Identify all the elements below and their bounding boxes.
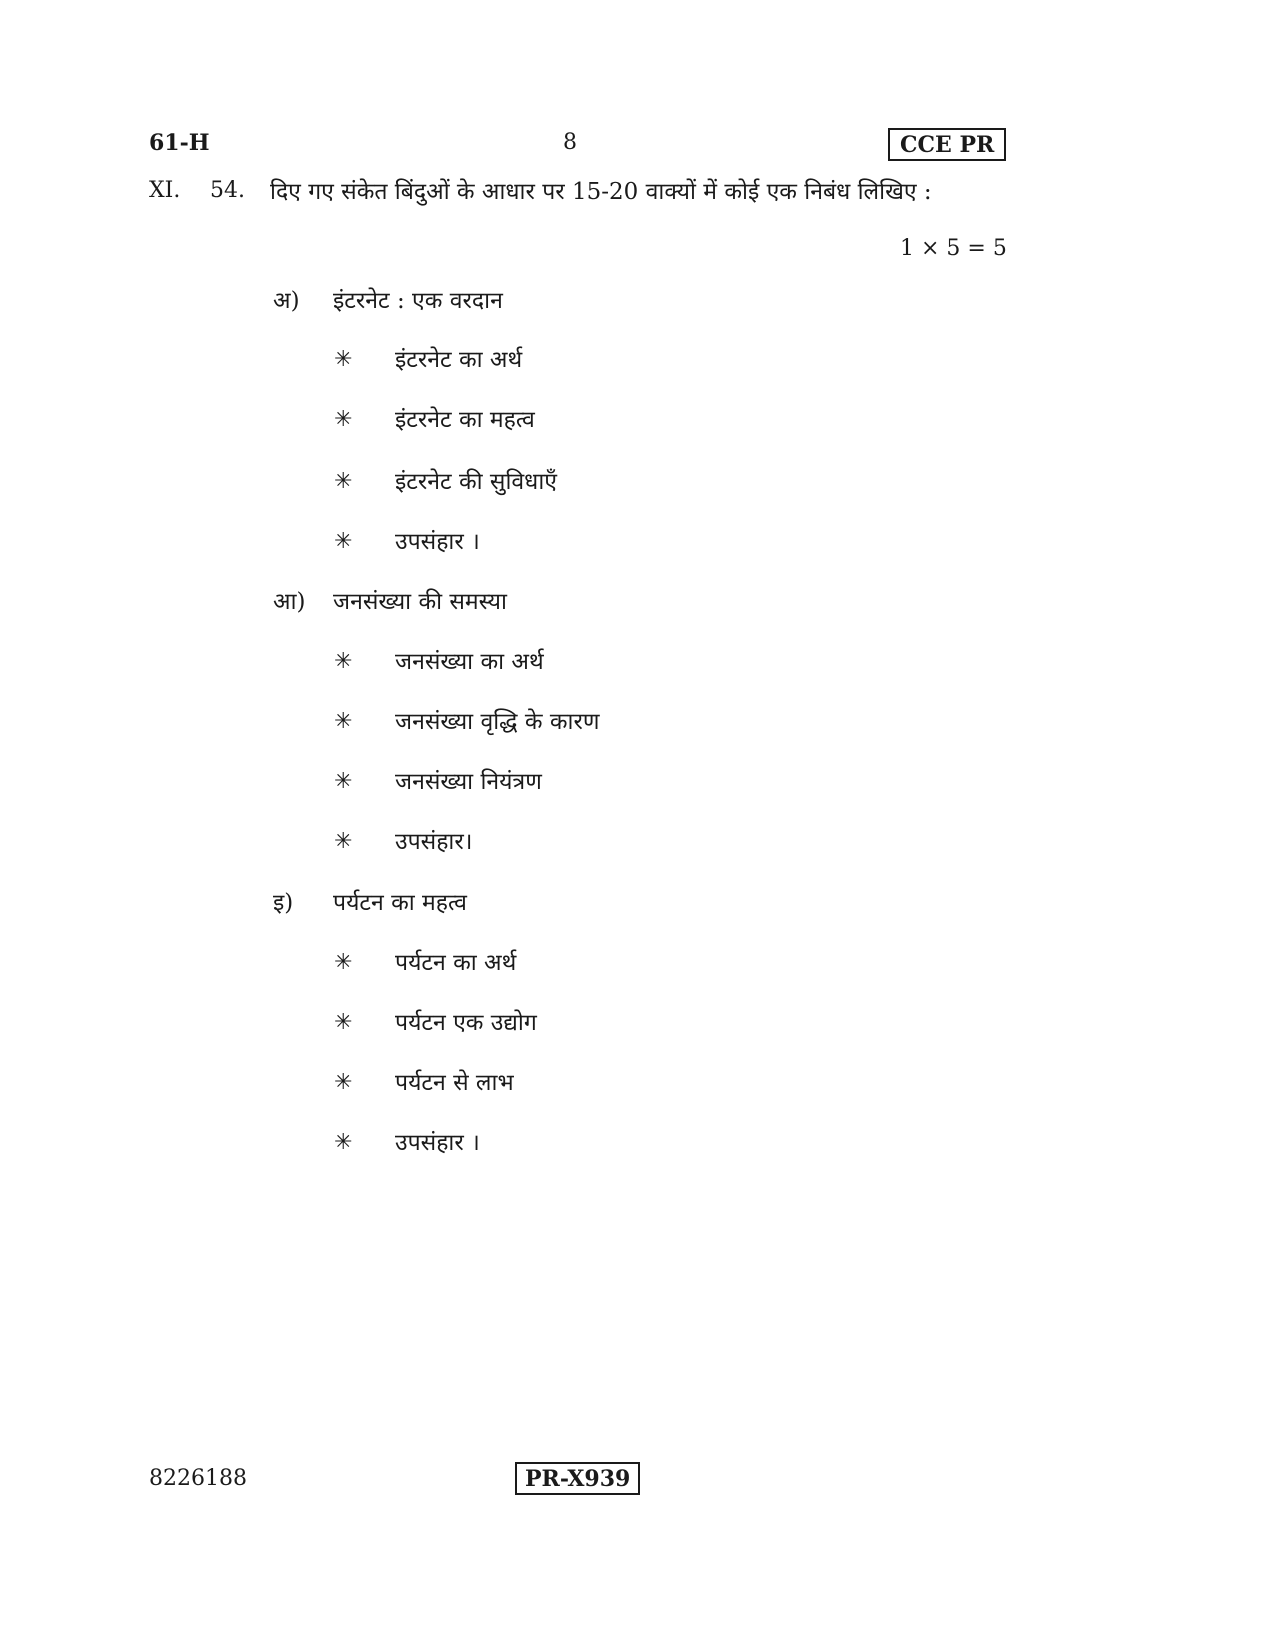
bullet-icon: ✳ [334,347,353,372]
hint-point: उपसंहार। [395,829,473,855]
hint-point: जनसंख्या वृद्धि के कारण [395,709,600,735]
paper-code: 61-H [149,130,210,156]
option-title: इंटरनेट : एक वरदान [333,288,503,314]
option-title: जनसंख्या की समस्या [333,589,507,615]
bullet-icon: ✳ [334,829,353,854]
hint-point: इंटरनेट का अर्थ [395,347,523,373]
marks-allotment: 1 × 5 = 5 [900,236,1007,261]
bullet-icon: ✳ [334,649,353,674]
option-label: आ) [273,589,306,615]
hint-point: उपसंहार । [395,529,480,555]
hint-point: पर्यटन का अर्थ [395,950,517,976]
bullet-icon: ✳ [334,529,353,554]
bullet-icon: ✳ [334,769,353,794]
option-title: पर्यटन का महत्व [333,890,467,916]
section-number: XI. [149,178,181,203]
hint-point: इंटरनेट का महत्व [395,407,535,433]
bullet-icon: ✳ [334,407,353,432]
question-number: 54. [210,178,245,203]
bullet-icon: ✳ [334,469,353,494]
page-number: 8 [563,130,577,155]
question-text: दिए गए संकेत बिंदुओं के आधार पर 15-20 वाक्यों में कोई एक निबंध लिखिए : [270,179,932,205]
footer-tag-box: PR-X939 [515,1462,640,1495]
bullet-icon: ✳ [334,1130,353,1155]
footer-code: 8226188 [149,1466,247,1491]
bullet-icon: ✳ [334,1070,353,1095]
option-label: अ) [273,288,300,314]
bullet-icon: ✳ [334,709,353,734]
hint-point: इंटरनेट की सुविधाएँ [395,469,558,495]
hint-point: पर्यटन एक उद्योग [395,1010,537,1036]
paper-tag-box: CCE PR [888,128,1006,161]
hint-point: जनसंख्या का अर्थ [395,649,544,675]
hint-point: पर्यटन से लाभ [395,1070,514,1096]
bullet-icon: ✳ [334,950,353,975]
hint-point: उपसंहार । [395,1130,480,1156]
option-label: इ) [273,890,294,916]
hint-point: जनसंख्या नियंत्रण [395,769,542,795]
bullet-icon: ✳ [334,1010,353,1035]
